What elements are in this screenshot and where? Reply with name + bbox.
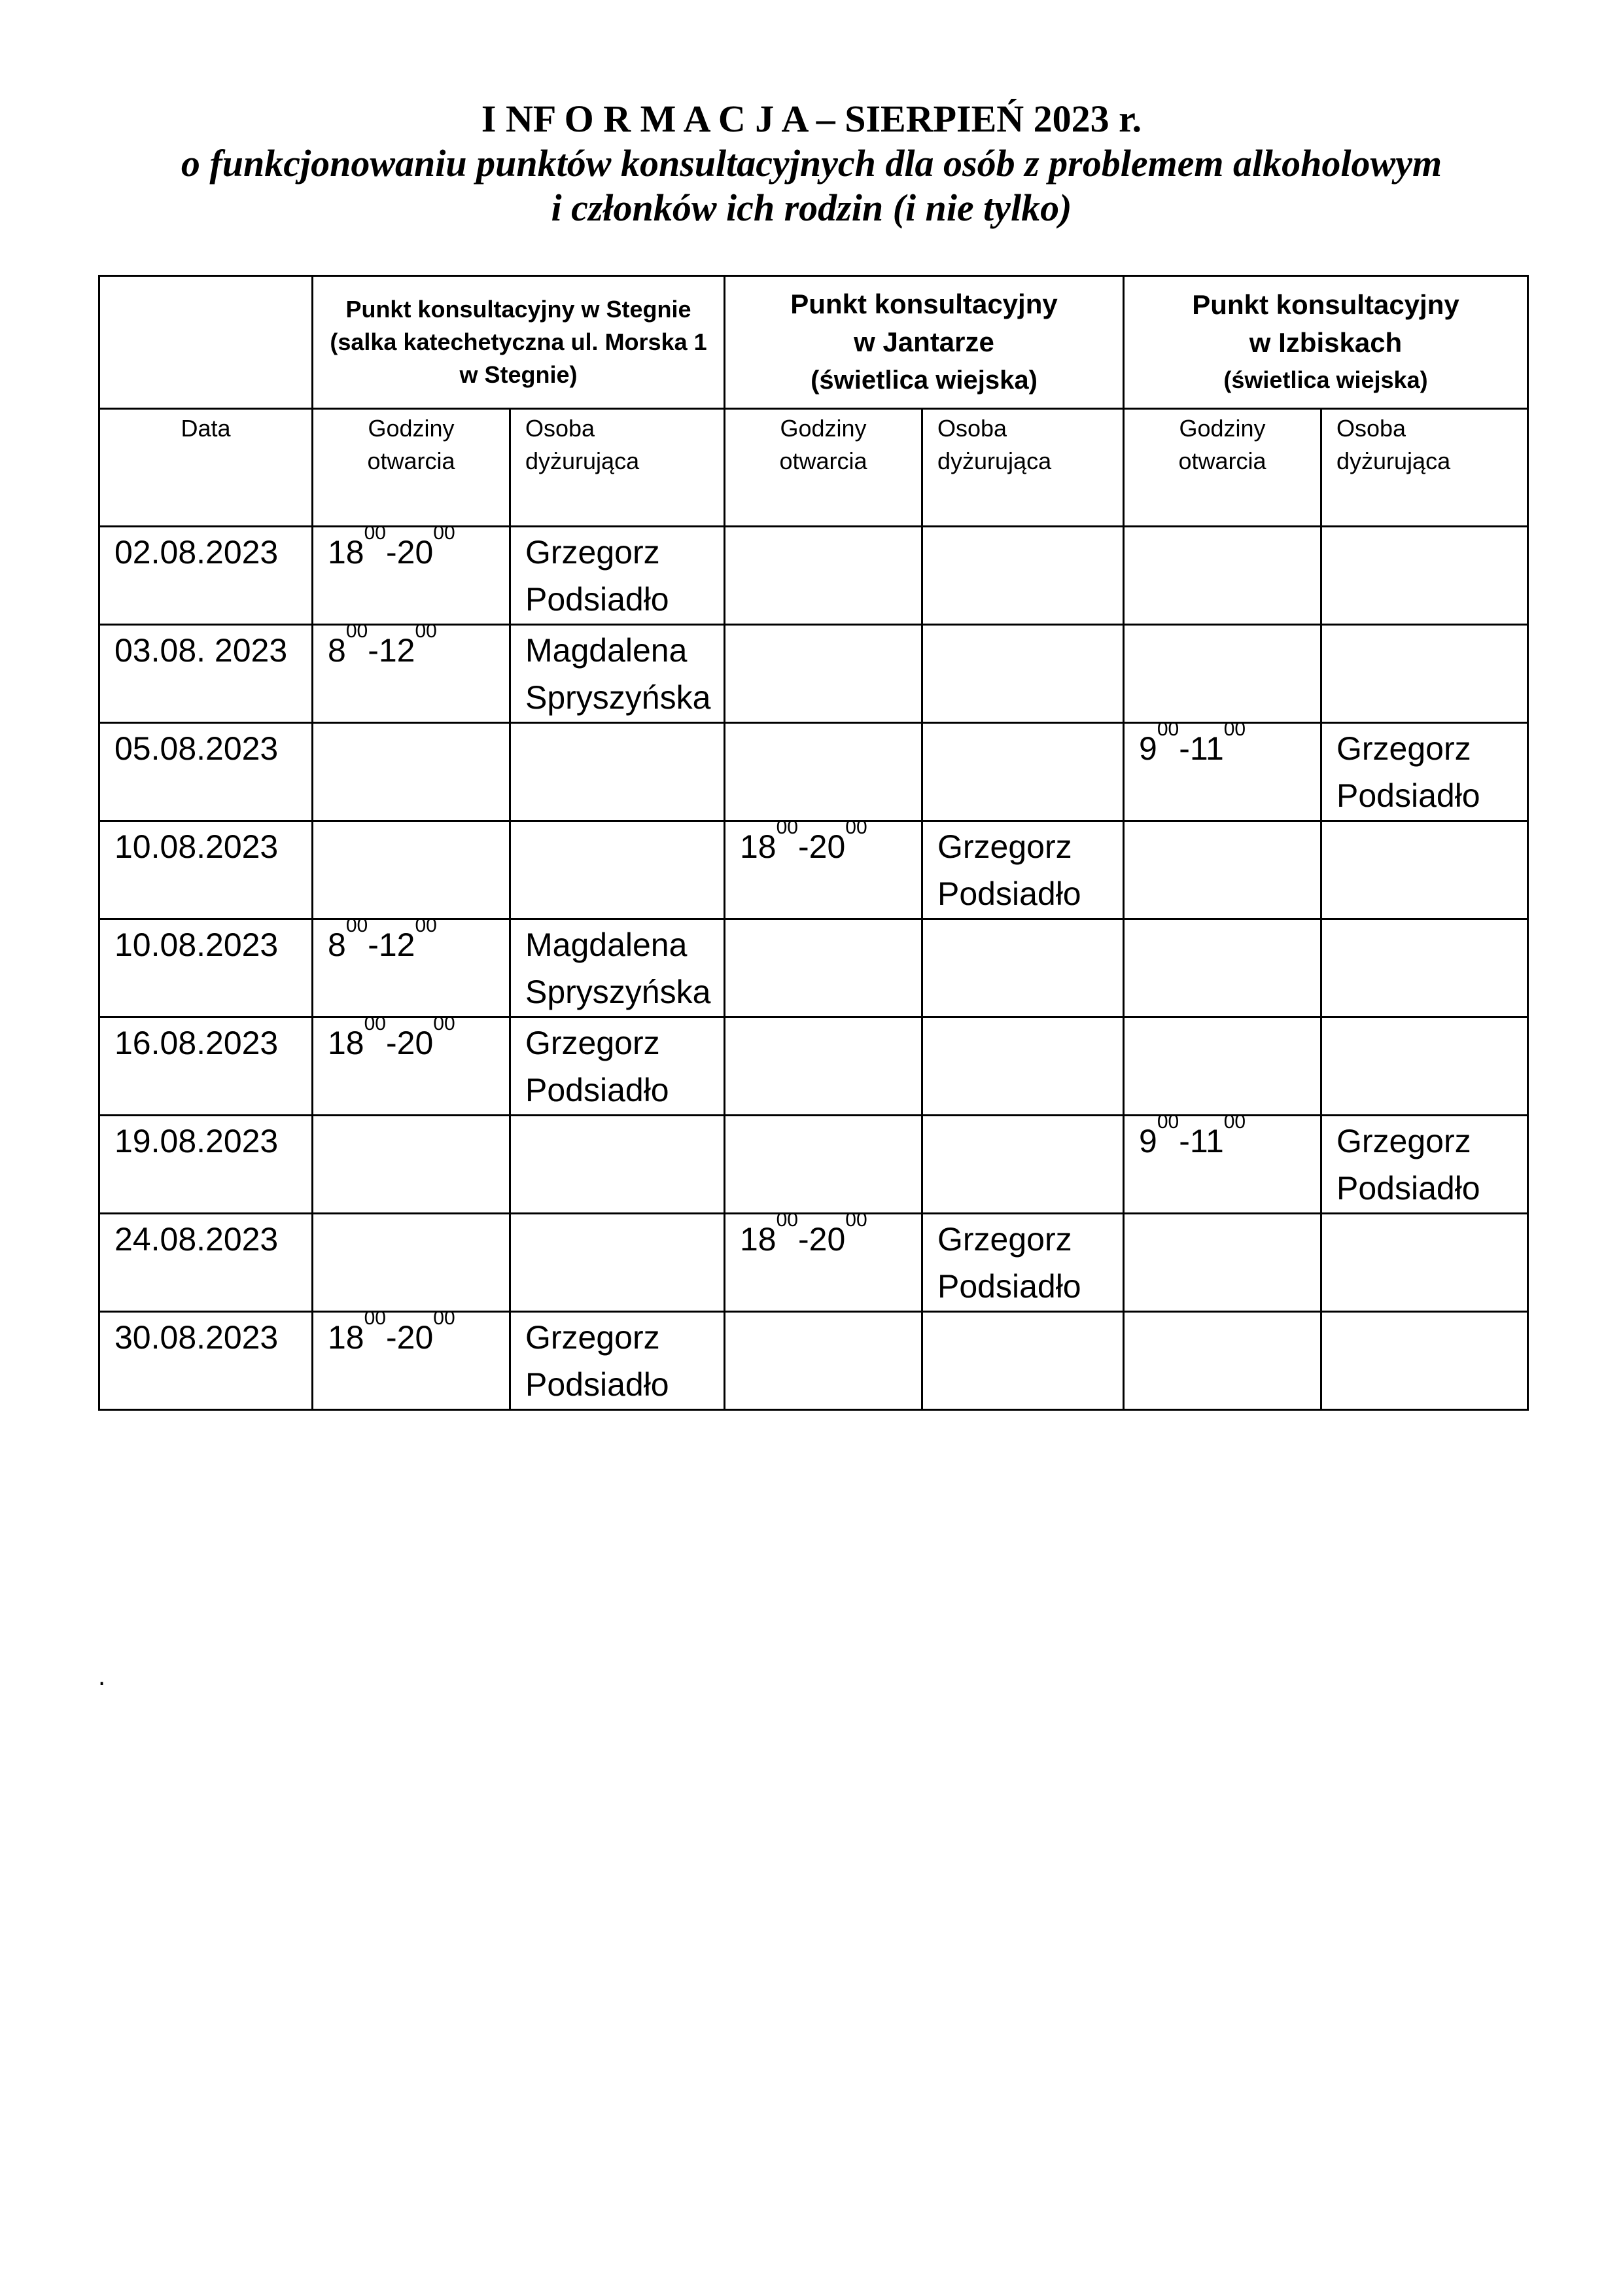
date-cell [99,919,313,1017]
hours-cell-stegna: $8^{00}-12^{00}$ [313,919,510,1017]
column-person-label-line2: dyżurująca [937,448,1052,474]
schedule-table [98,275,1529,1411]
person-last-name: Podsiadło [525,581,669,618]
hours-cell-stegna: $18^{00}-20^{00}$ [313,1312,510,1410]
person-cell-jantar [922,723,1124,821]
hours-to-minutes: 00 [845,817,867,838]
hours-cell-stegna [313,1116,510,1214]
point-jantar-name-line2: w Jantarze [854,327,994,357]
point-izbiska-place: (świetlica wiejska) [1223,366,1428,393]
person-cell-stegna [510,723,725,821]
header-corner-cell [99,276,313,409]
hours-to-minutes: 00 [415,620,437,642]
hours-from-minutes: 00 [776,1209,798,1231]
person-first-name: Grzegorz [525,534,660,571]
hours-from-minutes: 00 [364,1013,386,1034]
hours-cell-jantar [725,625,922,723]
date-value: 30.08.2023 [114,1319,279,1356]
hours-cell-izbiska [1124,625,1321,723]
column-header-hours-izbiska [1124,409,1321,527]
person-first-name: Grzegorz [525,1025,660,1061]
hours-from-minutes: 00 [364,1307,386,1329]
date-cell [99,1312,313,1410]
hours-cell-jantar [725,527,922,625]
column-header-person-stegna [510,409,725,527]
person-cell-izbiska [1321,821,1528,919]
footer-mark: . [98,1662,106,1691]
person-cell-jantar [922,1312,1124,1410]
column-person-label-line2: dyżurująca [1336,448,1451,474]
hours-cell-izbiska [1124,527,1321,625]
person-cell-stegna [510,1017,725,1116]
column-person-label-line1: Osoba [1336,415,1406,442]
person-last-name: Spryszyńska [525,974,711,1010]
point-stegna-place-line3: w Stegnie) [459,361,578,388]
column-header-person-izbiska [1321,409,1528,527]
person-first-name: Magdalena [525,632,688,669]
point-jantar-name-line1: Punkt konsultacyjny [790,289,1058,319]
hours-cell-izbiska [1124,919,1321,1017]
date-cell [99,723,313,821]
column-hours-label-line2: otwarcia [367,448,455,474]
date-cell [99,1116,313,1214]
person-first-name: Grzegorz [937,1221,1072,1258]
hours-to-hour: 12 [378,632,415,669]
hours-cell-jantar [725,1017,922,1116]
person-cell-izbiska [1321,919,1528,1017]
person-first-name: Grzegorz [937,828,1072,865]
table-row [99,1116,1528,1214]
hours-from-minutes: 00 [1157,1111,1179,1133]
hours-cell-izbiska: $9^{00}-11^{00}$ [1124,1116,1321,1214]
point-stegna-name: Punkt konsultacyjny w Stegnie [345,296,691,323]
person-cell-stegna [510,1116,725,1214]
person-cell-izbiska [1321,527,1528,625]
person-first-name: Grzegorz [525,1319,660,1356]
table-row [99,821,1528,919]
table-row [99,527,1528,625]
point-jantar-place: (świetlica wiejska) [811,366,1038,395]
person-cell-jantar [922,1116,1124,1214]
hours-cell-stegna: $8^{00}-12^{00}$ [313,625,510,723]
column-hours-label-line2: otwarcia [779,448,867,474]
hours-cell-jantar [725,723,922,821]
person-cell-izbiska [1321,723,1528,821]
person-cell-stegna [510,821,725,919]
hours-from-hour: 18 [328,1319,364,1356]
person-cell-izbiska [1321,1214,1528,1312]
column-person-label-line1: Osoba [525,415,595,442]
document-heading [0,97,1623,230]
hours-from-hour: 8 [328,927,346,963]
person-cell-stegna [510,625,725,723]
header-columns-row [99,409,1528,527]
header-point-stegna [313,276,725,409]
hours-cell-izbiska: $9^{00}-11^{00}$ [1124,723,1321,821]
date-cell [99,527,313,625]
hours-from-hour: 18 [740,828,777,865]
hours-from-hour: 9 [1139,730,1157,767]
hours-cell-izbiska [1124,1214,1321,1312]
hours-cell-izbiska [1124,1017,1321,1116]
date-value: 03.08. 2023 [114,632,288,669]
person-cell-jantar [922,821,1124,919]
hours-to-minutes: 00 [415,915,437,936]
person-cell-jantar [922,919,1124,1017]
person-cell-stegna [510,919,725,1017]
person-last-name: Podsiadło [937,875,1081,912]
person-cell-izbiska [1321,1116,1528,1214]
person-first-name: Grzegorz [1336,730,1471,767]
date-value: 24.08.2023 [114,1221,279,1258]
person-cell-stegna [510,527,725,625]
column-person-label-line2: dyżurująca [525,448,640,474]
person-last-name: Podsiadło [525,1072,669,1108]
hours-from-hour: 18 [328,1025,364,1061]
column-hours-label-line1: Godziny [780,415,867,442]
date-cell [99,625,313,723]
table-row [99,1017,1528,1116]
point-izbiska-name-line1: Punkt konsultacyjny [1192,289,1459,320]
date-value: 05.08.2023 [114,730,279,767]
person-cell-izbiska [1321,625,1528,723]
column-header-hours-stegna [313,409,510,527]
person-last-name: Podsiadło [937,1268,1081,1305]
hours-from-minutes: 00 [364,522,386,544]
hours-to-hour: 20 [396,1319,434,1356]
hours-to-minutes: 00 [433,1013,455,1034]
hours-cell-izbiska [1124,1312,1321,1410]
date-cell [99,1017,313,1116]
date-value: 10.08.2023 [114,828,279,865]
hours-to-minutes: 00 [433,522,455,544]
table-row [99,919,1528,1017]
date-value: 02.08.2023 [114,534,279,571]
header-point-izbiska [1124,276,1528,409]
table-row [99,625,1528,723]
hours-to-minutes: 00 [1223,1111,1246,1133]
hours-from-hour: 18 [328,534,364,571]
hours-cell-jantar: $18^{00}-20^{00}$ [725,821,922,919]
hours-cell-stegna [313,1214,510,1312]
hours-to-minutes: 00 [845,1209,867,1231]
hours-from-hour: 9 [1139,1123,1157,1159]
hours-cell-jantar [725,919,922,1017]
document-title: I NF O R M A C J A – SIERPIEŃ 2023 r. [481,97,1142,140]
person-cell-stegna [510,1214,725,1312]
person-last-name: Podsiadło [1336,777,1480,814]
hours-to-hour: 20 [396,534,434,571]
person-first-name: Magdalena [525,927,688,963]
person-cell-jantar [922,625,1124,723]
person-cell-jantar [922,1214,1124,1312]
column-hours-label-line1: Godziny [1179,415,1266,442]
column-header-date [99,409,313,527]
column-header-hours-jantar [725,409,922,527]
person-cell-izbiska [1321,1017,1528,1116]
hours-cell-stegna: $18^{00}-20^{00}$ [313,527,510,625]
hours-cell-jantar [725,1116,922,1214]
hours-from-hour: 18 [740,1221,777,1258]
hours-to-hour: 20 [809,828,846,865]
hours-from-minutes: 00 [1157,718,1179,740]
hours-from-minutes: 00 [345,620,368,642]
person-cell-izbiska [1321,1312,1528,1410]
hours-to-hour: 11 [1189,730,1224,767]
hours-to-hour: 20 [809,1221,846,1258]
date-cell [99,1214,313,1312]
person-last-name: Spryszyńska [525,679,711,716]
header-points-row [99,276,1528,409]
hours-cell-stegna [313,821,510,919]
date-value: 10.08.2023 [114,927,279,963]
column-person-label-line1: Osoba [937,415,1007,442]
date-value: 19.08.2023 [114,1123,279,1159]
person-last-name: Podsiadło [525,1366,669,1403]
person-cell-jantar [922,527,1124,625]
hours-to-hour: 12 [378,927,415,963]
header-point-jantar [725,276,1124,409]
point-stegna-place-line2: (salka katechetyczna ul. Morska 1 [330,328,707,355]
hours-cell-jantar: $18^{00}-20^{00}$ [725,1214,922,1312]
column-hours-label-line2: otwarcia [1178,448,1266,474]
hours-from-hour: 8 [328,632,346,669]
hours-cell-jantar [725,1312,922,1410]
hours-to-minutes: 00 [1223,718,1246,740]
hours-cell-stegna [313,723,510,821]
column-header-person-jantar [922,409,1124,527]
date-cell [99,821,313,919]
table-row [99,1214,1528,1312]
document-subtitle-line2: i członków ich rodzin (i nie tylko) [551,186,1072,229]
column-date-label: Data [181,415,231,442]
hours-from-minutes: 00 [776,817,798,838]
point-izbiska-name-line2: w Izbiskach [1249,327,1403,358]
hours-from-minutes: 00 [345,915,368,936]
hours-cell-izbiska [1124,821,1321,919]
table-row [99,1312,1528,1410]
person-first-name: Grzegorz [1336,1123,1471,1159]
hours-to-hour: 20 [396,1025,434,1061]
date-value: 16.08.2023 [114,1025,279,1061]
person-cell-jantar [922,1017,1124,1116]
column-hours-label-line1: Godziny [368,415,455,442]
person-last-name: Podsiadło [1336,1170,1480,1207]
table-row [99,723,1528,821]
hours-cell-stegna: $18^{00}-20^{00}$ [313,1017,510,1116]
person-cell-stegna [510,1312,725,1410]
hours-to-hour: 11 [1189,1123,1224,1159]
hours-to-minutes: 00 [433,1307,455,1329]
document-subtitle-line1: o funkcjonowaniu punktów konsultacyjnych dla osób z problemem alkoholowym [181,142,1442,185]
